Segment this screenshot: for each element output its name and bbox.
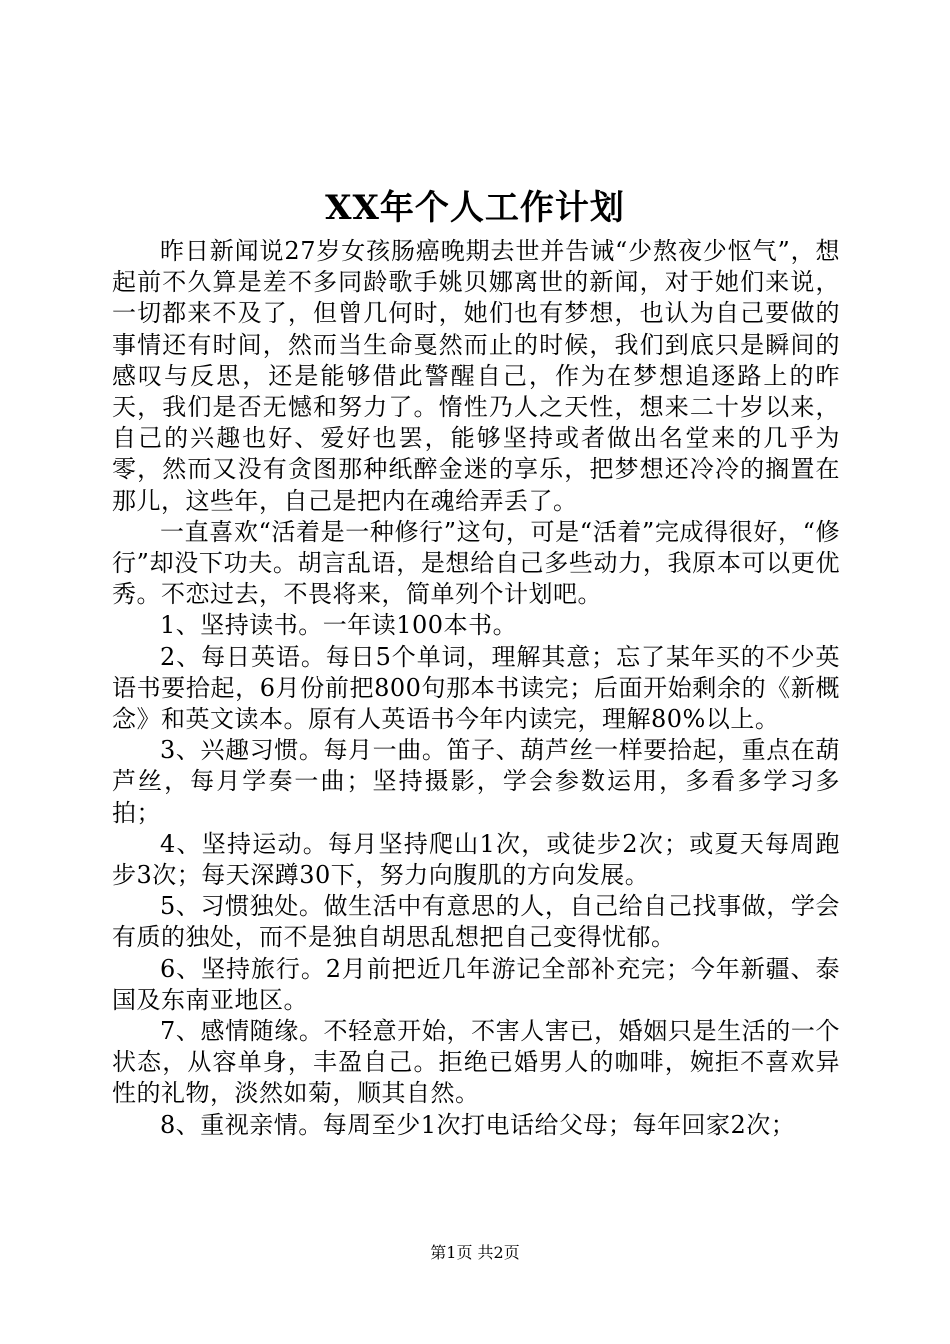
paragraph-intro: 昨日新闻说27岁女孩肠癌晚期去世并告诫“少熬夜少怄气”，想起前不久算是差不多同龄歌手姚贝娜离世的新闻，对于她们来说，一切都来不及了，但曾几何时，她们也有梦想，也认为自己要做的事情还有时间，然而当生命戛然而止的时候，我们到底只是瞬间的感叹与反思，还是能够借此警醒自己，作为在梦想追逐路上的昨天，我们是否无憾和努力了。惰性乃人之天性，想来二十岁以来，自己的兴趣也好、爱好也罢，能够坚持或者做出名堂来的几乎为零，然而又没有贪图那种纸醉金迷的享乐，把梦想还冷冷的搁置在那儿，这些年，自己是把内在魂给弄丢了。 <box>112 237 840 515</box>
plan-item-english: 2、每日英语。每日5个单词，理解其意；忘了某年买的不少英语书要拾起，6月份前把800句那本书读完；后面开始剩余的《新概念》和英文读本。原有人英语书今年内读完，理解80%以上。 <box>112 642 840 734</box>
plan-item-solitude: 5、习惯独处。做生活中有意思的人，自己给自己找事做，学会有质的独处，而不是独自胡思乱想把自己变得忧郁。 <box>112 892 840 952</box>
paragraph-motivation: 一直喜欢“活着是一种修行”这句，可是“活着”完成得很好，“修行”却没下功夫。胡言乱语，是想给自己多些动力，我原本可以更优秀。不恋过去，不畏将来，简单列个计划吧。 <box>112 517 840 609</box>
document-body <box>112 236 840 1141</box>
plan-item-travel: 6、坚持旅行。2月前把近几年游记全部补充完；今年新疆、泰国及东南亚地区。 <box>112 954 840 1014</box>
page-footer: 第1页 共2页 <box>430 1243 520 1262</box>
plan-item-relationships: 7、感情随缘。不轻意开始，不害人害已，婚姻只是生活的一个状态，从容单身，丰盈自己。拒绝已婚男人的咖啡，婉拒不喜欢异性的礼物，淡然如菊，顺其自然。 <box>112 1017 840 1108</box>
document-title: XX年个人工作计划 <box>325 188 625 228</box>
plan-item-family: 8、重视亲情。每周至少1次打电话给父母；每年回家2次； <box>160 1110 796 1139</box>
plan-item-reading: 1、坚持读书。一年读100本书。 <box>160 611 518 640</box>
plan-item-hobbies: 3、兴趣习惯。每月一曲。笛子、葫芦丝一样要拾起，重点在葫芦丝，每月学奏一曲；坚持摄影，学会参数运用，多看多学习多拍； <box>112 736 840 827</box>
plan-item-exercise: 4、坚持运动。每月坚持爬山1次，或徒步2次；或夏天每周跑步3次；每天深蹲30下，努力向腹肌的方向发展。 <box>112 829 840 890</box>
